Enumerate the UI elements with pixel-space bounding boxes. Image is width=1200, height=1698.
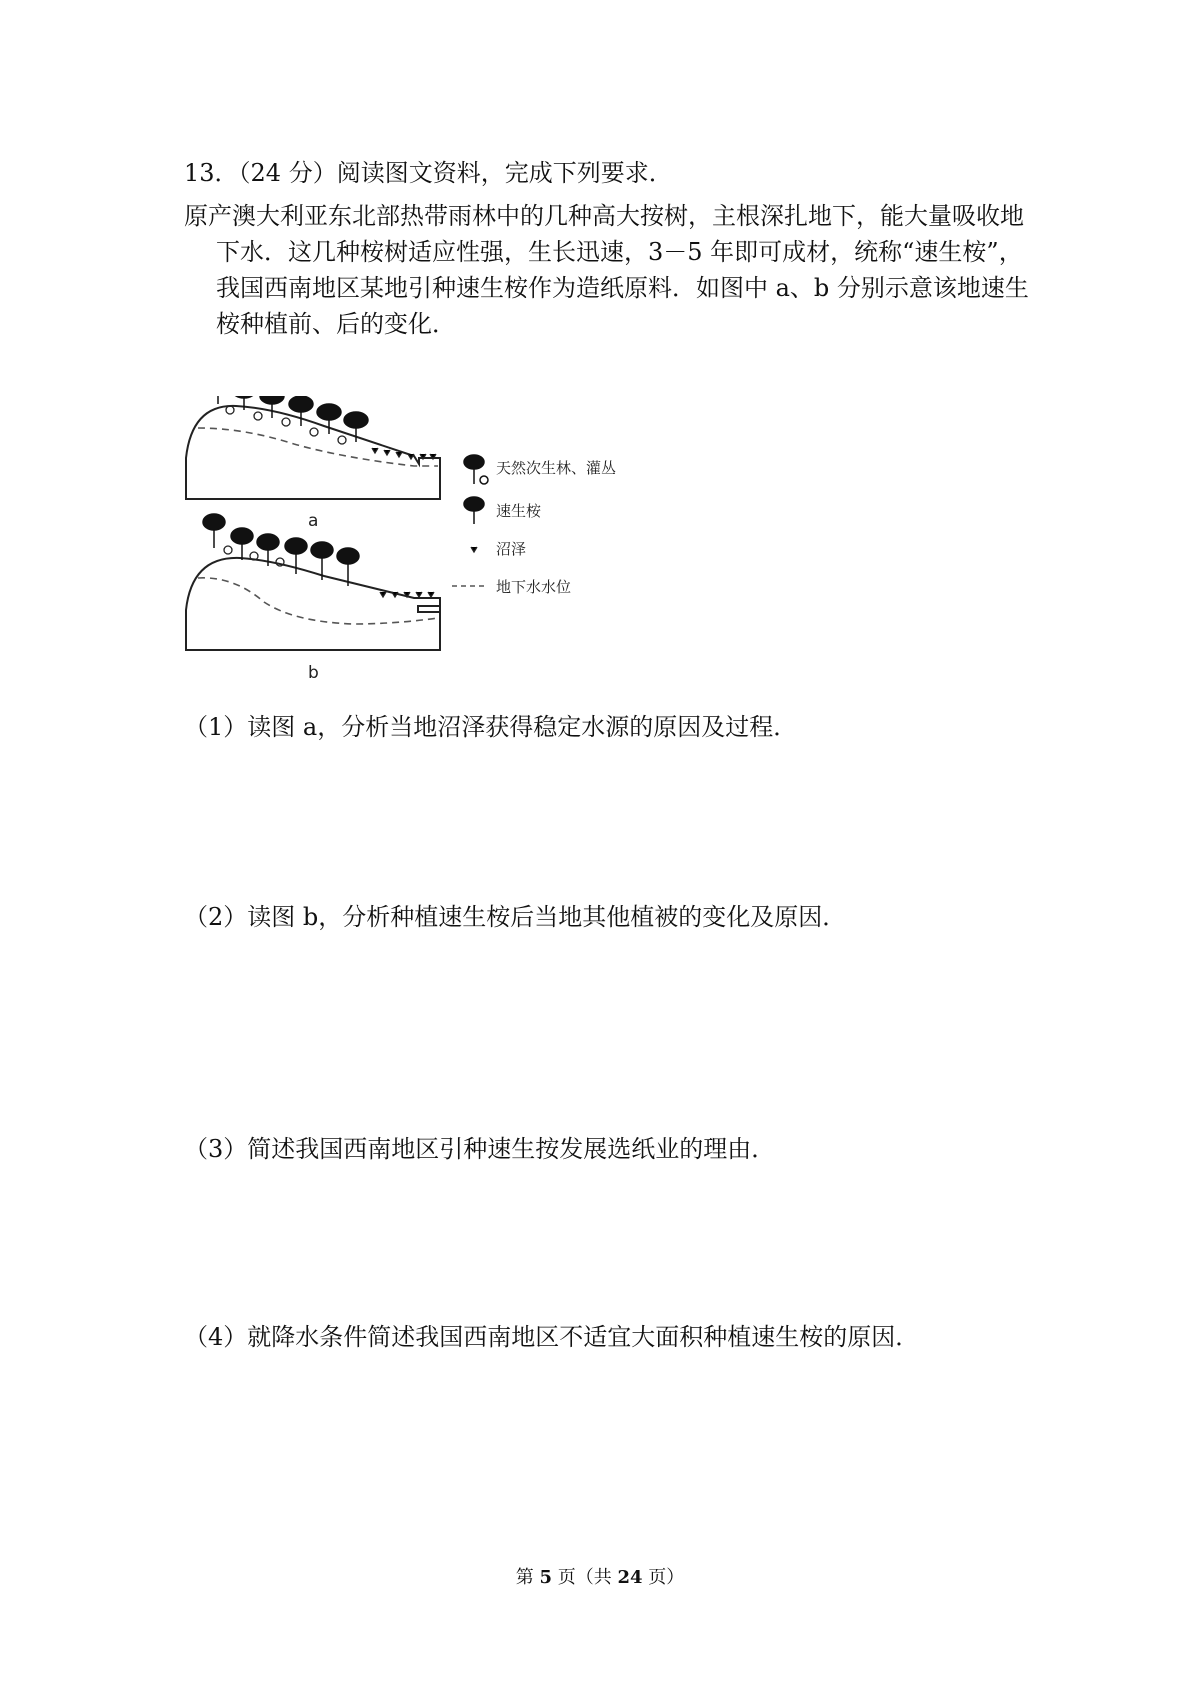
subquestion-3: （3）简述我国西南地区引种速生按发展选纸业的理由．	[184, 1135, 776, 1163]
subquestion-2: （2）读图 b，分析种植速生桉后当地其他植被的变化及原因．	[184, 903, 847, 931]
eucalyptus-figure	[184, 396, 704, 701]
paragraph-continuation: 下水．这几种桉树适应性强，生长迅速，3－5 年即可成材，统称“速生桉”，我国西南地区某地引种速生桉作为造纸原料．如图中 a、b 分别示意该地速生桉种植前、后的变化．	[216, 238, 1029, 338]
legend-eucalyptus: 速生桉	[496, 502, 542, 520]
natural-forest-icon	[464, 455, 488, 484]
page-footer	[0, 1563, 1200, 1589]
label-a: a	[308, 511, 319, 531]
diagram-a	[186, 396, 440, 531]
question-paragraph	[184, 198, 1032, 342]
label-b: b	[308, 663, 319, 683]
footer-page-number: 5	[539, 1567, 552, 1588]
subquestion-1: （1）读图 a，分析当地沼泽获得稳定水源的原因及过程．	[184, 713, 798, 741]
legend-water-table: 地下水水位	[496, 578, 572, 596]
footer-total-pages: 24	[617, 1567, 643, 1588]
question-title: 13．（24 分）阅读图文资料，完成下列要求．	[184, 159, 673, 187]
legend-natural-forest: 天然次生林、灌丛	[496, 459, 617, 477]
subquestion-4: （4）就降水条件简述我国西南地区不适宜大面积种植速生桉的原因．	[184, 1323, 920, 1351]
footer-prefix: 第	[515, 1567, 534, 1588]
legend-marsh: 沼泽	[496, 540, 527, 558]
eucalyptus-icon	[464, 497, 484, 524]
paragraph-first-line: 原产澳大利亚东北部热带雨林中的几种高大按树，主根深扎地下，能大量吸收地	[184, 202, 1024, 230]
footer-middle: 页（共	[557, 1567, 612, 1588]
footer-suffix: 页）	[648, 1567, 685, 1588]
diagram-b	[186, 514, 440, 683]
marsh-icon	[471, 547, 477, 552]
legend	[452, 455, 616, 596]
